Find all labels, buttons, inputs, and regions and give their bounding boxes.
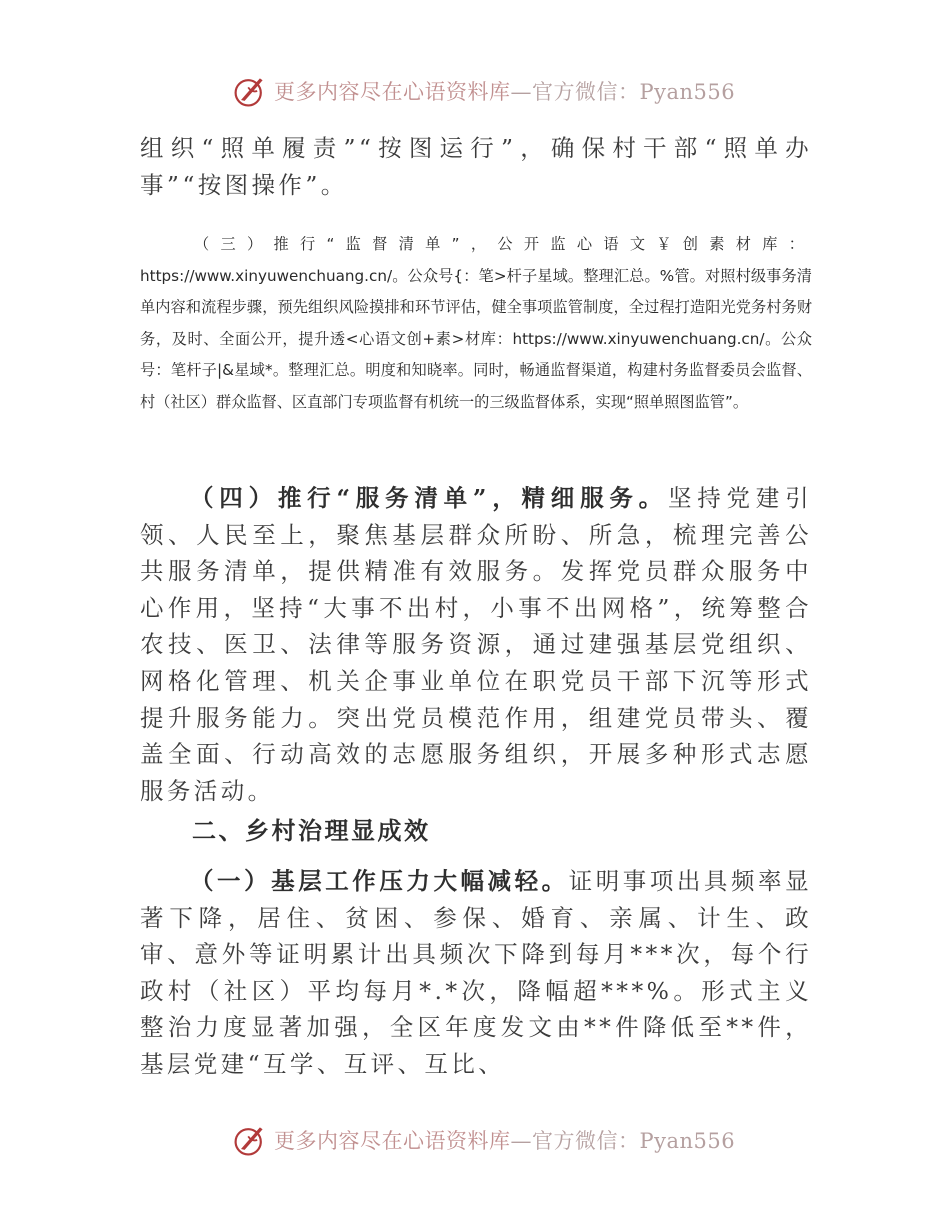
footer-banner (232, 1120, 735, 1160)
url-link: https://www.xinyuwenchuang.cn/ (512, 329, 765, 348)
paragraph-one: （一）基层工作压力大幅减轻。证明事项出具频率显著下降，居住、贫困、参保、婚育、亲属、计生、政审、意外等证明累计出具频次下降到每月***次，每个行政村（社区）平均每月*.*次，降幅超***%。形式主义整治力度显著加强，全区年度发文由**件降低至**件，基层党建“互学、互评、互比、 (140, 867, 812, 1078)
section-heading: 二、乡村治理显成效 (192, 816, 431, 845)
paragraph-continued: 组织“照单履责”“按图运行”，确保村干部“照单办事”“按图操作”。 (140, 134, 812, 199)
quill-circle-logo-icon (232, 73, 268, 109)
banner-text: 更多内容尽在心语资料库—官方微信：Pyan556 (274, 1129, 736, 1153)
header-banner (232, 71, 735, 111)
paragraph-four: （四）推行“服务清单”，精细服务。坚持党建引领、人民至上，聚焦基层群众所盼、所急，梳理完善公共服务清单，提供精准有效服务。发挥党员群众服务中心作用，坚持“大事不出村，小事不出网格”，统筹整合农技、医卫、法律等服务资源，通过建强基层党组织、网格化管理、机关企事业单位在职党员干部下沉等形式提升服务能力。突出党员模范作用，组建党员带头、覆盖全面、行动高效的志愿服务组织，开展多种形式志愿服务活动。 (140, 484, 812, 805)
quill-circle-logo-icon (232, 1122, 268, 1158)
paragraph-title: （一）基层工作压力大幅减轻。 (190, 867, 569, 895)
paragraph-three: （三）推行“监督清单”，公开监心语文￥创素材库：https://www.xinyuwenchuang.cn/。公众号{：笔>杆子星域。整理汇总。%管。对照村级事务清单内容和流程步骤，预先组织风险摸排和环节评估，健全事项监管制度，全过程打造阳光党务村务财务，及时、全面公开，提升透<心语文创+素>材库：https://www.xinyuwenchuang.cn/。公众号：笔杆子|&星域*。整理汇总。明度和知晓率。同时，畅通监督渠道，构建村务监督委员会监督、村（社区）群众监督、区直部门专项监督有机统一的三级监督体系，实现“照单照图监管”。 (140, 235, 812, 411)
banner-text: 更多内容尽在心语资料库—官方微信：Pyan556 (274, 80, 736, 104)
url-link: https://www.xinyuwenchuang.cn/ (140, 266, 393, 285)
paragraph-title: （四）推行“服务清单”，精细服务。 (190, 484, 668, 512)
